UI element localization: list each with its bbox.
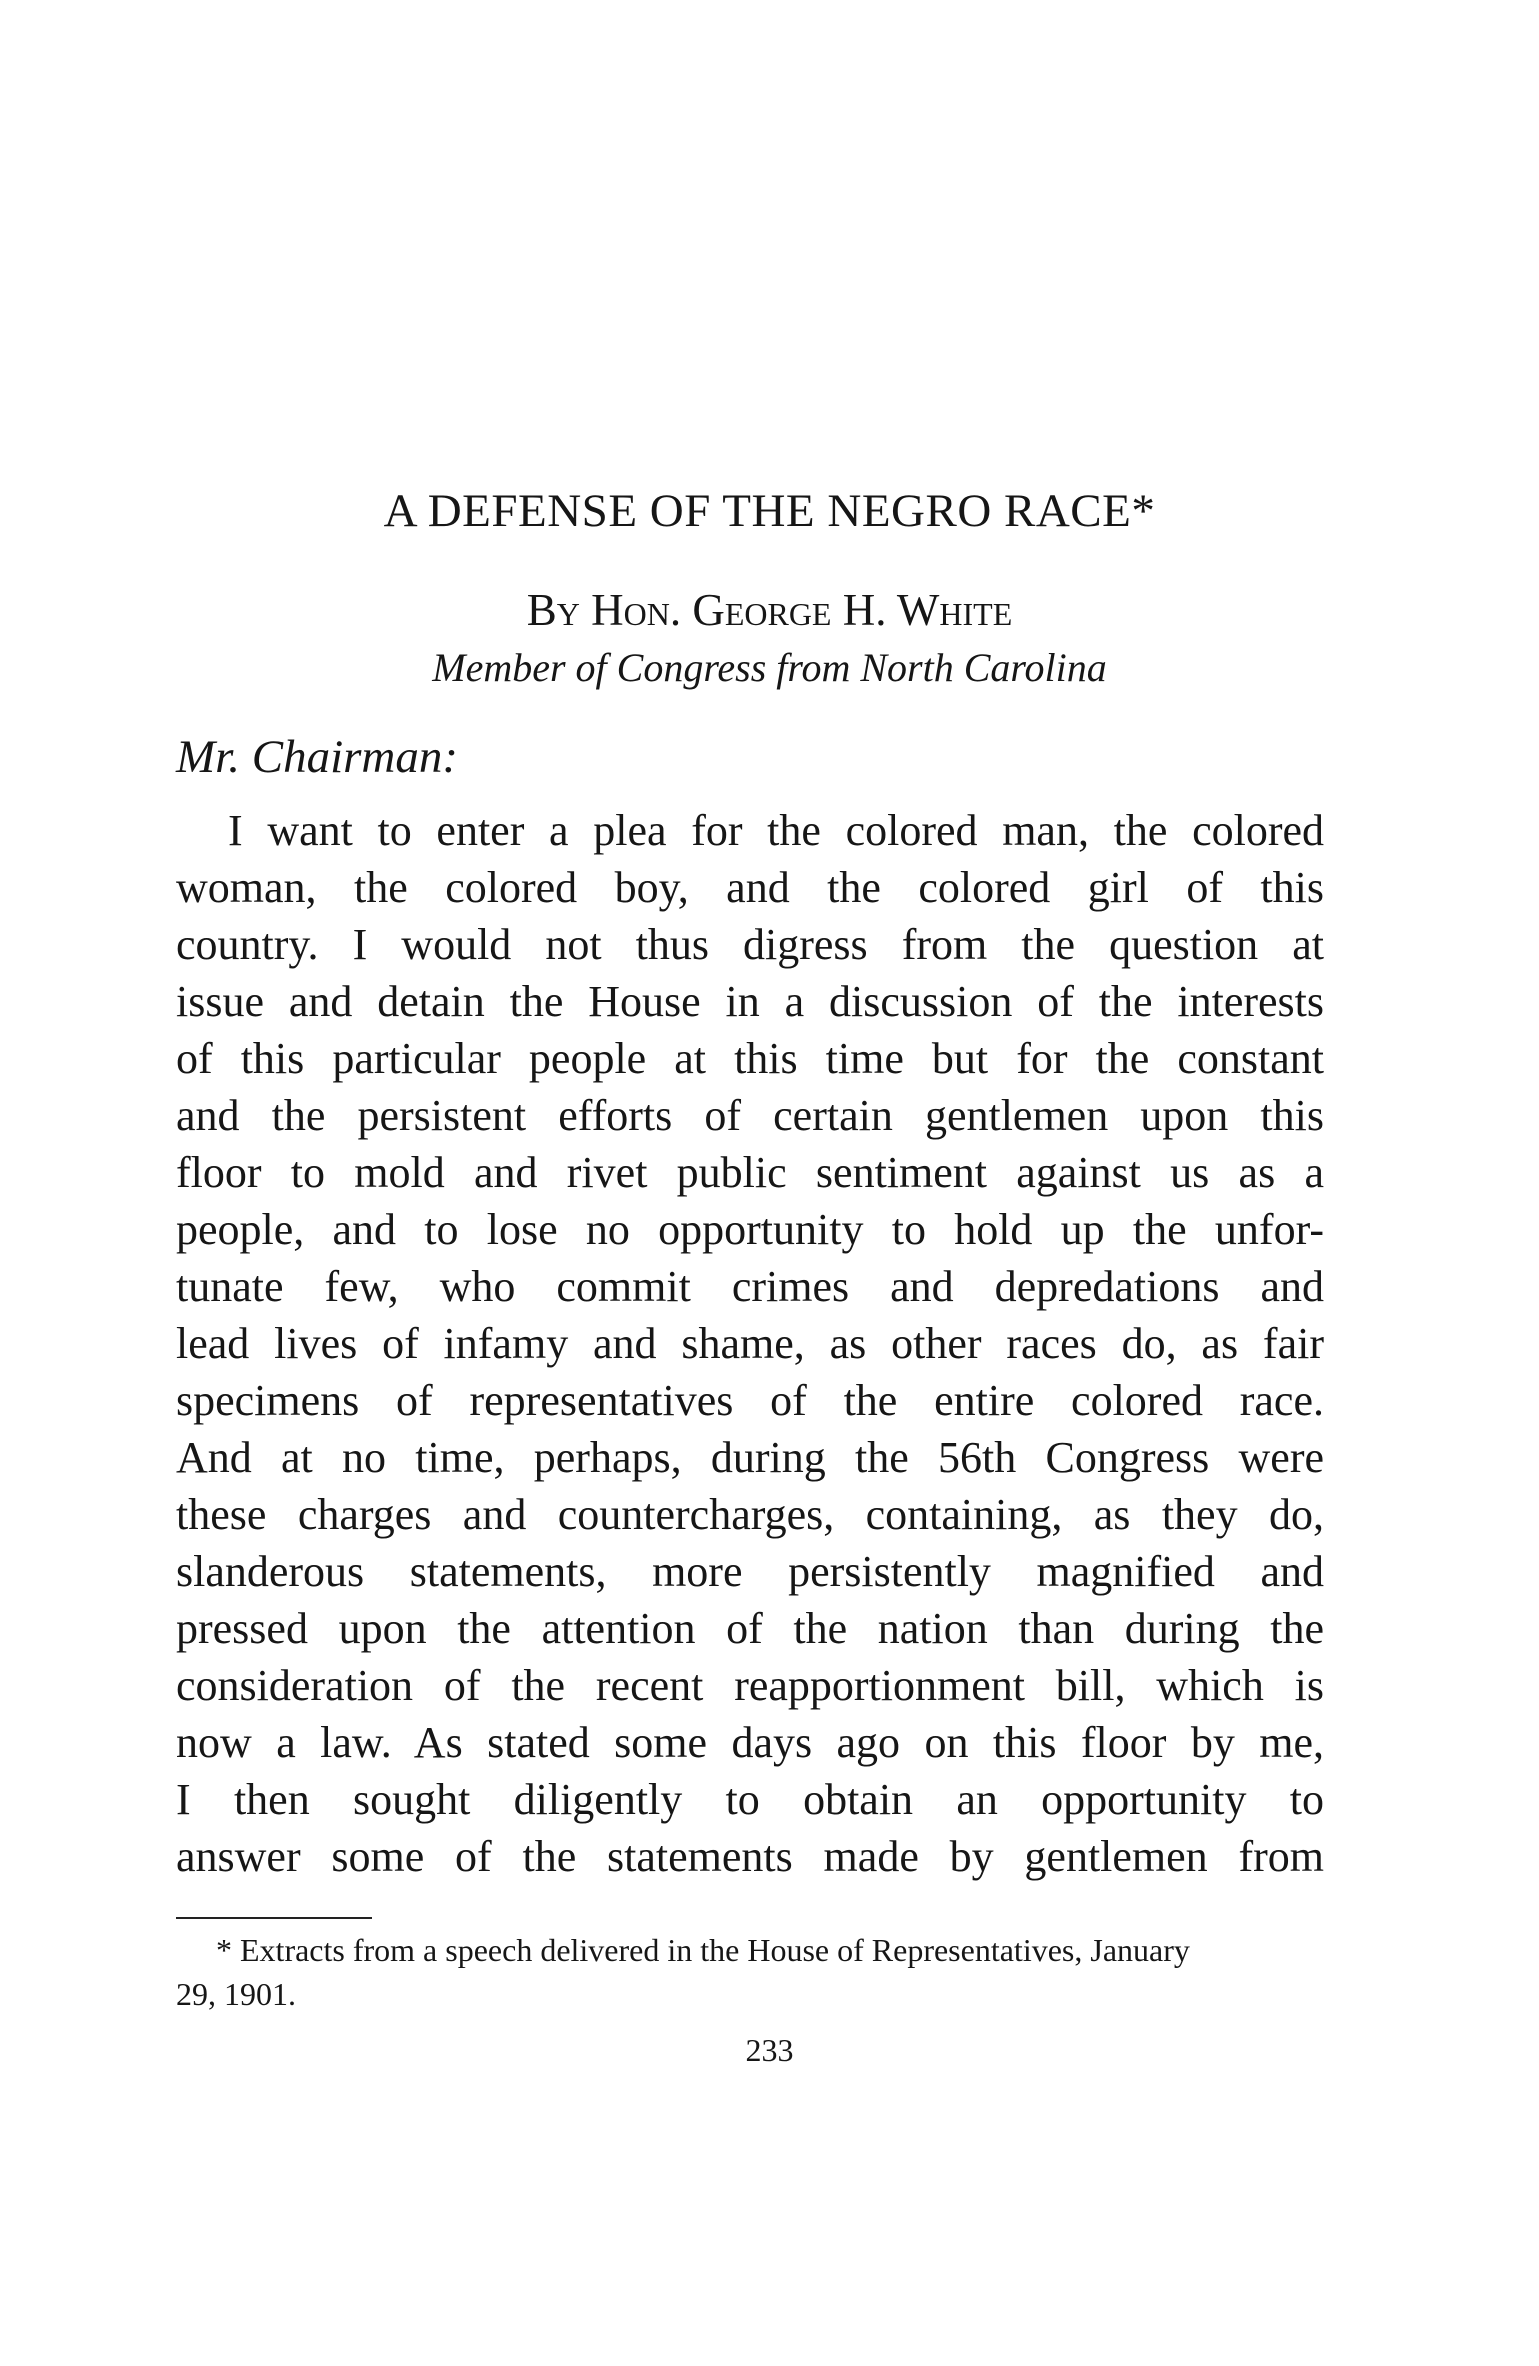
- footnote-line: 29, 1901.: [176, 1976, 296, 2012]
- body-line: lead lives of infamy and shame, as other races do, as fair: [176, 1319, 1324, 1368]
- footnote-divider: [176, 1917, 372, 1919]
- body-line: these charges and countercharges, containing, as they do,: [176, 1490, 1324, 1539]
- body-line: floor to mold and rivet public sentiment against us as a: [176, 1148, 1324, 1197]
- body-line: tunate few, who commit crimes and depredations and: [176, 1262, 1324, 1311]
- body-line: answer some of the statements made by gentlemen from: [176, 1832, 1324, 1881]
- author-name: By Hon. George H. White: [526, 585, 1013, 635]
- article-title: A DEFENSE OF THE NEGRO RACE*: [383, 485, 1156, 537]
- body-paragraph: [176, 802, 1324, 1885]
- author-affiliation: Member of Congress from North Carolina: [432, 645, 1107, 690]
- body-line: of this particular people at this time but for the constant: [176, 1034, 1324, 1083]
- footnote-line: * Extracts from a speech delivered in the House of Representatives, January: [216, 1932, 1190, 1968]
- body-line: consideration of the recent reapportionment bill, which is: [176, 1661, 1324, 1710]
- body-line: now a law. As stated some days ago on this floor by me,: [176, 1718, 1324, 1767]
- footnote: [176, 1928, 1324, 2016]
- page-number: 233: [745, 2032, 794, 2068]
- body-line: and the persistent efforts of certain gentlemen upon this: [176, 1091, 1324, 1140]
- body-line: country. I would not thus digress from the question at: [176, 920, 1324, 969]
- author-byline: [0, 585, 1539, 635]
- body-line: I then sought diligently to obtain an opportunity to: [176, 1775, 1324, 1824]
- body-line: slanderous statements, more persistently magnified and: [176, 1547, 1324, 1596]
- body-line: issue and detain the House in a discussion of the interests: [176, 977, 1324, 1026]
- body-line: specimens of representatives of the entire colored race.: [176, 1376, 1324, 1425]
- salutation: Mr. Chairman:: [176, 731, 459, 783]
- body-line: And at no time, perhaps, during the 56th Congress were: [176, 1433, 1324, 1482]
- body-line: pressed upon the attention of the nation than during the: [176, 1604, 1324, 1653]
- body-line: I want to enter a plea for the colored man, the colored: [228, 806, 1324, 855]
- body-line: woman, the colored boy, and the colored girl of this: [176, 863, 1324, 912]
- body-line: people, and to lose no opportunity to hold up the unfor-: [176, 1205, 1324, 1254]
